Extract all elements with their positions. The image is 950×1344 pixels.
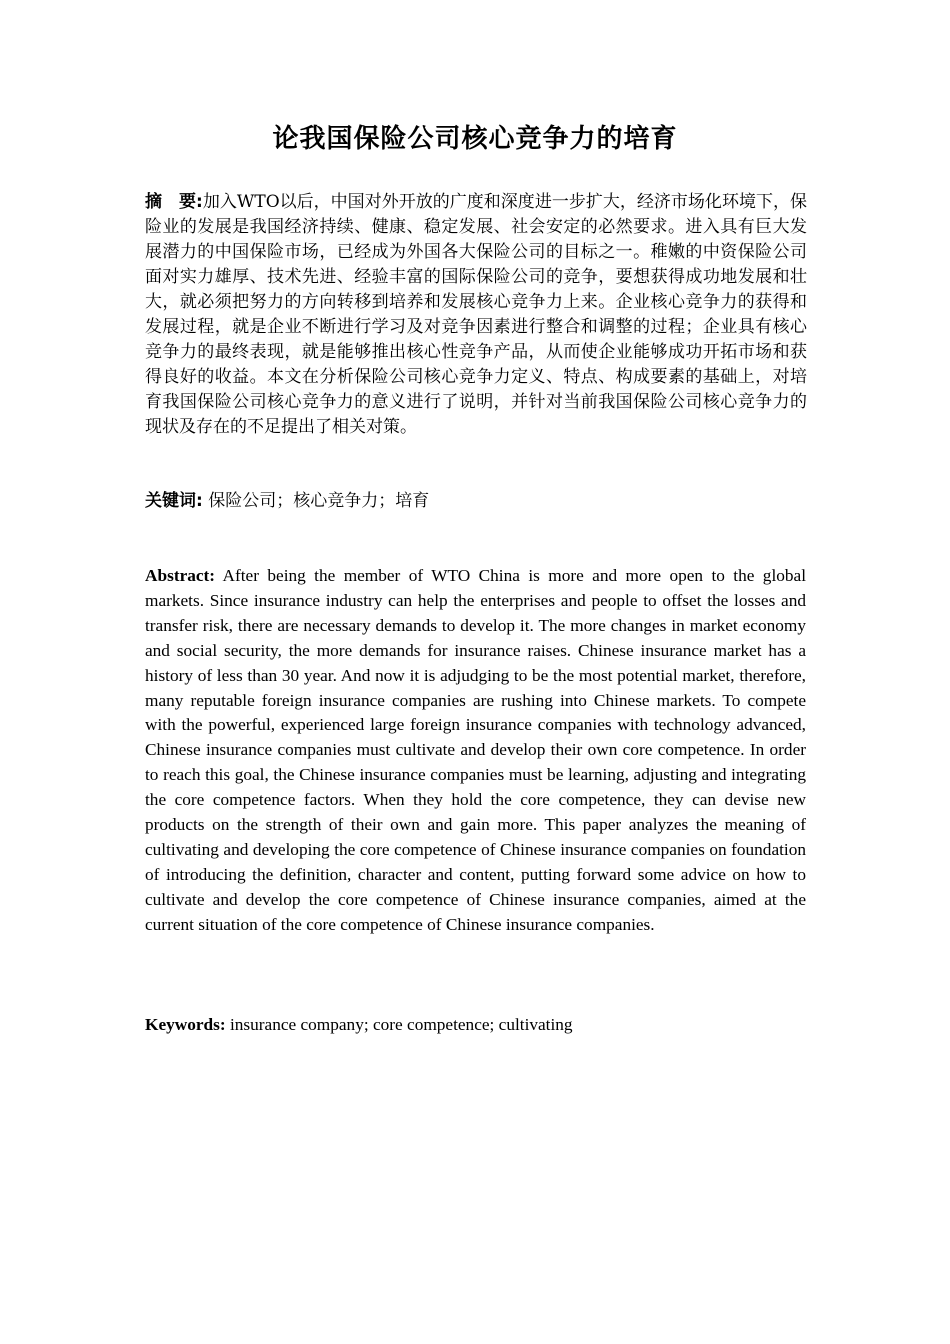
english-abstract <box>145 564 806 938</box>
chinese-abstract <box>145 190 807 440</box>
document-title: 论我国保险公司核心竞争力的培育 <box>272 124 678 154</box>
chinese-keywords-label: 关键词: <box>145 491 203 511</box>
chinese-keywords-text: 保险公司；核心竞争力；培育 <box>202 491 430 511</box>
english-keywords-text: insurance company; core competence; cultivating <box>225 1015 573 1034</box>
english-abstract-label: Abstract: <box>145 566 216 585</box>
chinese-keywords <box>145 489 807 514</box>
english-keywords-label: Keywords: <box>145 1015 226 1034</box>
english-abstract-text: After being the member of WTO China is more and more open to the global markets. Since insurance industry can help the enterprises and people to offset the losses and transfer risk, there are necessary demands to develop it. The more changes in market economy and social security, the more demands for insurance raises. Chinese insurance market has a history of less than 30 year. And now it is adjudging to be the most potential market, therefore, many reputable foreign insurance companies are rushing into Chinese markets. To compete with the powerful, experienced large foreign insurance companies with technology advanced, Chinese insurance companies must cultivate and develop their own core competence. In order to reach this goal, the Chinese insurance companies must be learning, adjusting and integrating the core competence factors. When they hold the core competence, they can devise new products on the strength of their own and gain more. This paper analyzes the meaning of cultivating and developing the core competence of Chinese insurance companies on foundation of introducing the definition, character and content, putting forward some advice on how to cultivate and develop the core competence of Chinese insurance companies, aimed at the current situation of the core competence of Chinese insurance companies. <box>145 566 806 934</box>
chinese-abstract-text: 加入WTO以后，中国对外开放的广度和深度进一步扩大，经济市场化环境下，保险业的发展是我国经济持续、健康、稳定发展、社会安定的必然要求。进入具有巨大发展潜力的中国保险市场，已经成为外国各大保险公司的目标之一。稚嫩的中资保险公司面对实力雄厚、技术先进、经验丰富的国际保险公司的竞争，要想获得成功地发展和壮大，就必须把努力的方向转移到培养和发展核心竞争力上来。企业核心竞争力的获得和发展过程，就是企业不断进行学习及对竞争因素进行整合和调整的过程；企业具有核心竞争力的最终表现，就是能够推出核心性竞争产品，从而使企业能够成功开拓市场和获得良好的收益。本文在分析保险公司核心竞争力定义、特点、构成要素的基础上，对培育我国保险公司核心竞争力的意义进行了说明，并针对当前我国保险公司核心竞争力的现状及存在的不足提出了相关对策。 <box>145 192 807 437</box>
chinese-abstract-label: 摘 要: <box>145 192 203 212</box>
english-keywords <box>145 1012 806 1037</box>
